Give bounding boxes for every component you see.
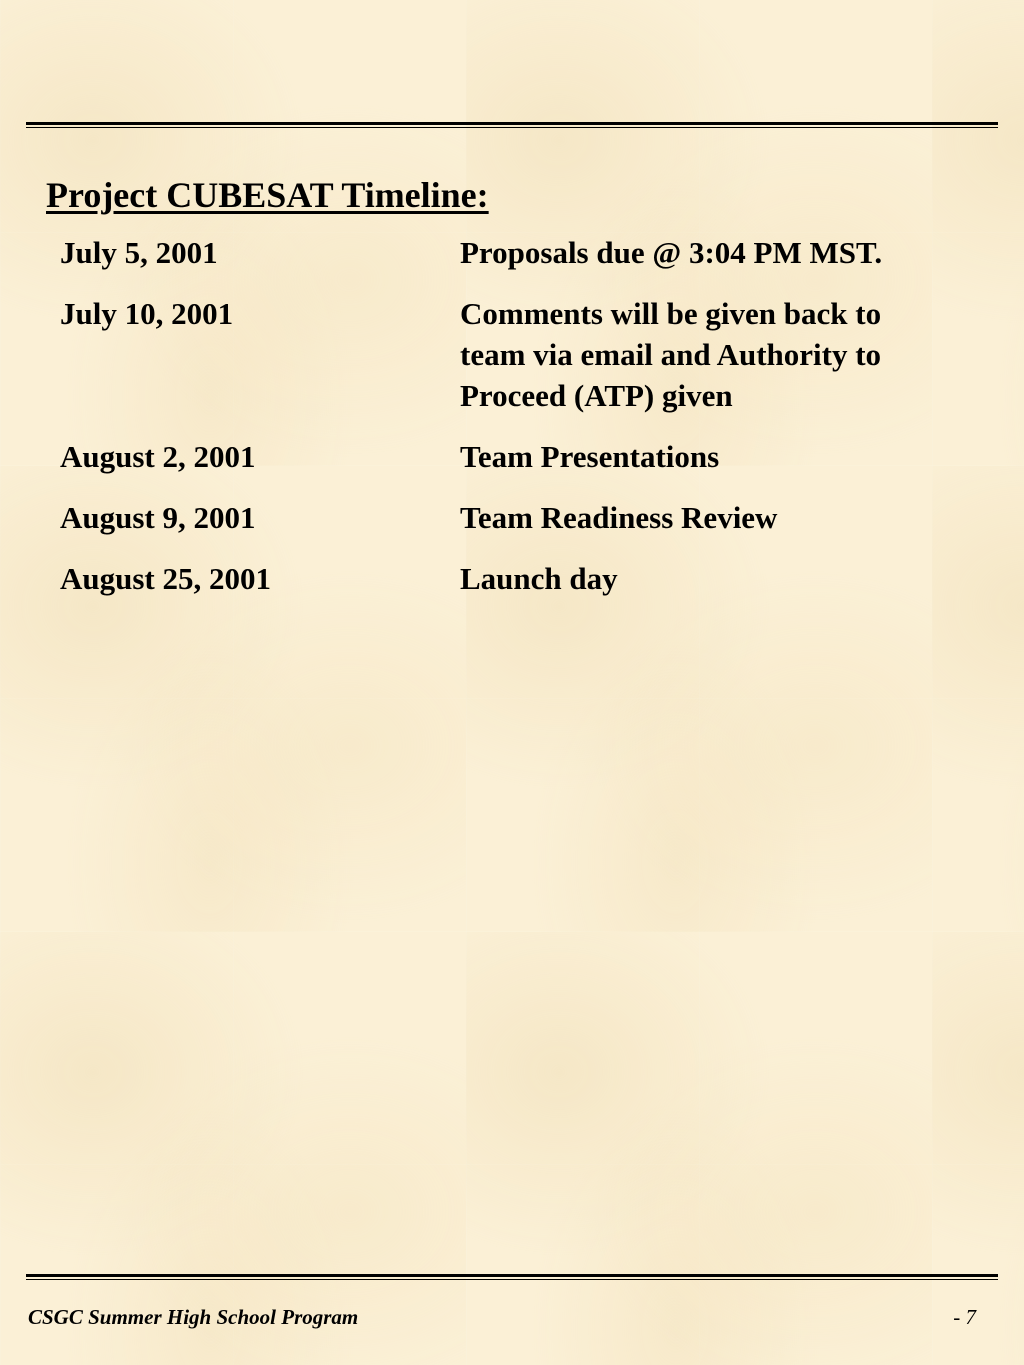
timeline-date: July 5, 2001 <box>60 235 218 270</box>
timeline-list <box>60 232 960 619</box>
footer-page-number: - 7 <box>953 1305 976 1329</box>
footer-program: CSGC Summer High School Program <box>28 1305 359 1329</box>
timeline-date: August 2, 2001 <box>60 439 256 474</box>
timeline-event: Comments will be given back to team via email and Authority to Proceed (ATP) given <box>460 296 882 413</box>
timeline-row <box>60 558 960 599</box>
timeline-row <box>60 497 960 538</box>
bottom-divider <box>26 1274 998 1277</box>
timeline-row <box>60 293 960 416</box>
timeline-date: August 9, 2001 <box>60 500 256 535</box>
timeline-event: Launch day <box>460 561 618 596</box>
bottom-divider-thin <box>26 1279 998 1280</box>
slide-title: Project CUBESAT Timeline: <box>46 175 489 215</box>
timeline-event: Team Readiness Review <box>460 500 778 535</box>
top-divider-thin <box>26 127 998 128</box>
timeline-date: August 25, 2001 <box>60 561 272 596</box>
timeline-row <box>60 232 960 273</box>
top-divider <box>26 122 998 125</box>
timeline-row <box>60 436 960 477</box>
timeline-event: Proposals due @ 3:04 PM MST. <box>460 235 883 270</box>
timeline-event: Team Presentations <box>460 439 720 474</box>
timeline-date: July 10, 2001 <box>60 296 234 331</box>
